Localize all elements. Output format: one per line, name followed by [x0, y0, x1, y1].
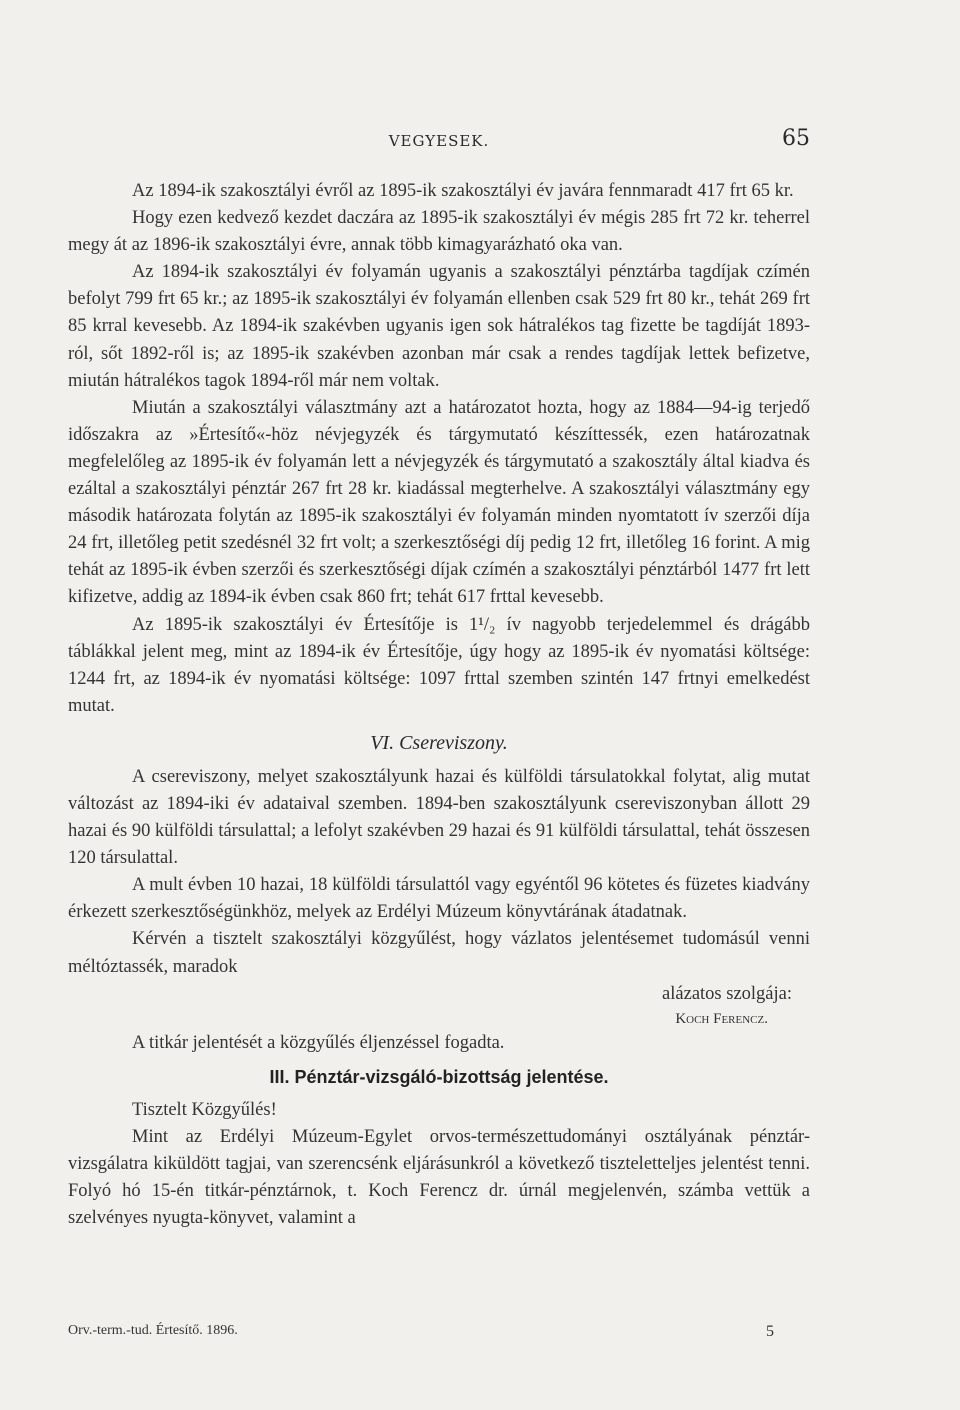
paragraph: A csereviszony, melyet szakosztályunk hazai és külföldi társulatokkal folytat, alig mutat változást az 1894-iki év adataival szemben. 1894-ben szakosztályunk csereviszonyban állott 29 hazai és 90 külföldi társulattal; a lefolyt szakévben 29 hazai és 91 külföldi társulattal, tehát összesen 120 társulattal.: [68, 766, 810, 869]
page-footer: [68, 1323, 810, 1349]
running-head: VEGYESEK.: [388, 132, 490, 150]
page-header: [68, 126, 810, 156]
paragraph: Hogy ezen kedvező kezdet daczára az 1895-ik szakosztályi év mégis 285 frt 72 kr. teherrel megy át az 1896-ik szakosztályi évre, annak több kimagyarázható oka van.: [68, 208, 810, 256]
section-heading-vi: VI. Csereviszony.: [370, 731, 508, 754]
page-number: 65: [782, 126, 810, 151]
paragraph: Miután a szakosztályi választmány azt a határozatot hozta, hogy az 1884—94-ig terjedő időszakra az »Értesítő«-höz névjegyzék és tárgymutató készíttessék, ezen határozatnak megfelelőleg az 1895-ik év folyamán lett a névjegyzék és tárgymutató a szakosztály által kiadva és ezáltal a szakosztályi pénztár 267 frt 28 kr. kiadással megterhelve. A szakosztályi választmány egy második határozata folytán az 1895-ik szakosztályi év folyamán minden nyomtatott ív szerzői díja 24 frt, illetőleg petit szedésnél 32 frt volt; a szerkesztőségi díj pedig 12 frt, illetőleg 16 forint. A mig tehát az 1895-ik évben szerzői és szerkesztőségi díjak czímén a szakosztályi pénztárból 1477 frt lett kifizetve, addig az 1894-ik évben csak 860 frt; tehát 617 frttal kevesebb.: [68, 397, 810, 608]
paragraph: Az 1895-ik szakosztályi év Értesítője is 1¹/₂ ív nagyobb terjedelemmel és drágább táblákkal jelent meg, mint az 1894-ik év Értesítője, úgy hogy az 1895-ik év nyomatási költsége: 1244 frt, az 1894-ik év nyomatási költsége: 1097 frttal szemben szintén 147 frtnyi emelkedést mutat.: [68, 614, 810, 716]
closing-line: [68, 981, 810, 1008]
page-body: [68, 178, 810, 1232]
signature: Koch Ferencz.: [675, 1010, 768, 1027]
section-heading-iii: III. Pénztár-vizsgáló-bizottság jelentése.: [269, 1066, 609, 1087]
closing-formula: alázatos szolgája:: [662, 983, 792, 1004]
paragraph: Az 1894-ik szakosztályi év folyamán ugyanis a szakosztályi pénztárba tagdíjak czímén befolyt 799 frt 65 kr.; az 1895-ik szakosztályi év folyamán ellenben csak 529 frt 80 kr., tehát 269 frt 85 krral kevesebb. Az 1894-ik szakévben ugyanis igen sok hátralékos tag fizette be tagdíját 1893-ról, sőt 1892-ről is; az 1895-ik szakévben azonban már csak a rendes tagdíjak lettek befizetve, miután hátralékos tagok 1894-ről már nem voltak.: [68, 262, 810, 391]
salutation: Tisztelt Közgyűlés!: [132, 1099, 277, 1120]
paragraph: A titkár jelentését a közgyűlés éljenzéssel fogadta.: [132, 1032, 505, 1053]
paragraph: A mult évben 10 hazai, 18 külföldi társulattól vagy egyéntől 96 kötetes és füzetes kiadvány érkezett szerkesztőségünkhöz, melyek az Erdélyi Múzeum könyvtárának átadatnak.: [68, 875, 810, 923]
footer-source: Orv.-term.-tud. Értesítő. 1896.: [68, 1323, 238, 1338]
paragraph: Az 1894-ik szakosztályi évről az 1895-ik szakosztályi év javára fennmaradt 417 frt 65 kr.: [132, 181, 794, 201]
paragraph: Mint az Erdélyi Múzeum-Egylet orvos-természettudományi osztályának pénztár-vizsgálatra kiküldött tagjai, van szerencsénk eljárásunkról a következő tiszteletteljes jelentést tenni. Folyó hó 15-én titkár-pénztárnok, t. Koch Ferencz dr. úrnál megjelenvén, számba vettük a szelvényes nyugta-könyvet, valamint a: [68, 1126, 810, 1229]
sheet-number: 5: [766, 1323, 774, 1340]
paragraph: Kérvén a tisztelt szakosztályi közgyűlést, hogy vázlatos jelentésemet tudomásúl venni méltóztassék, maradok: [68, 929, 810, 977]
